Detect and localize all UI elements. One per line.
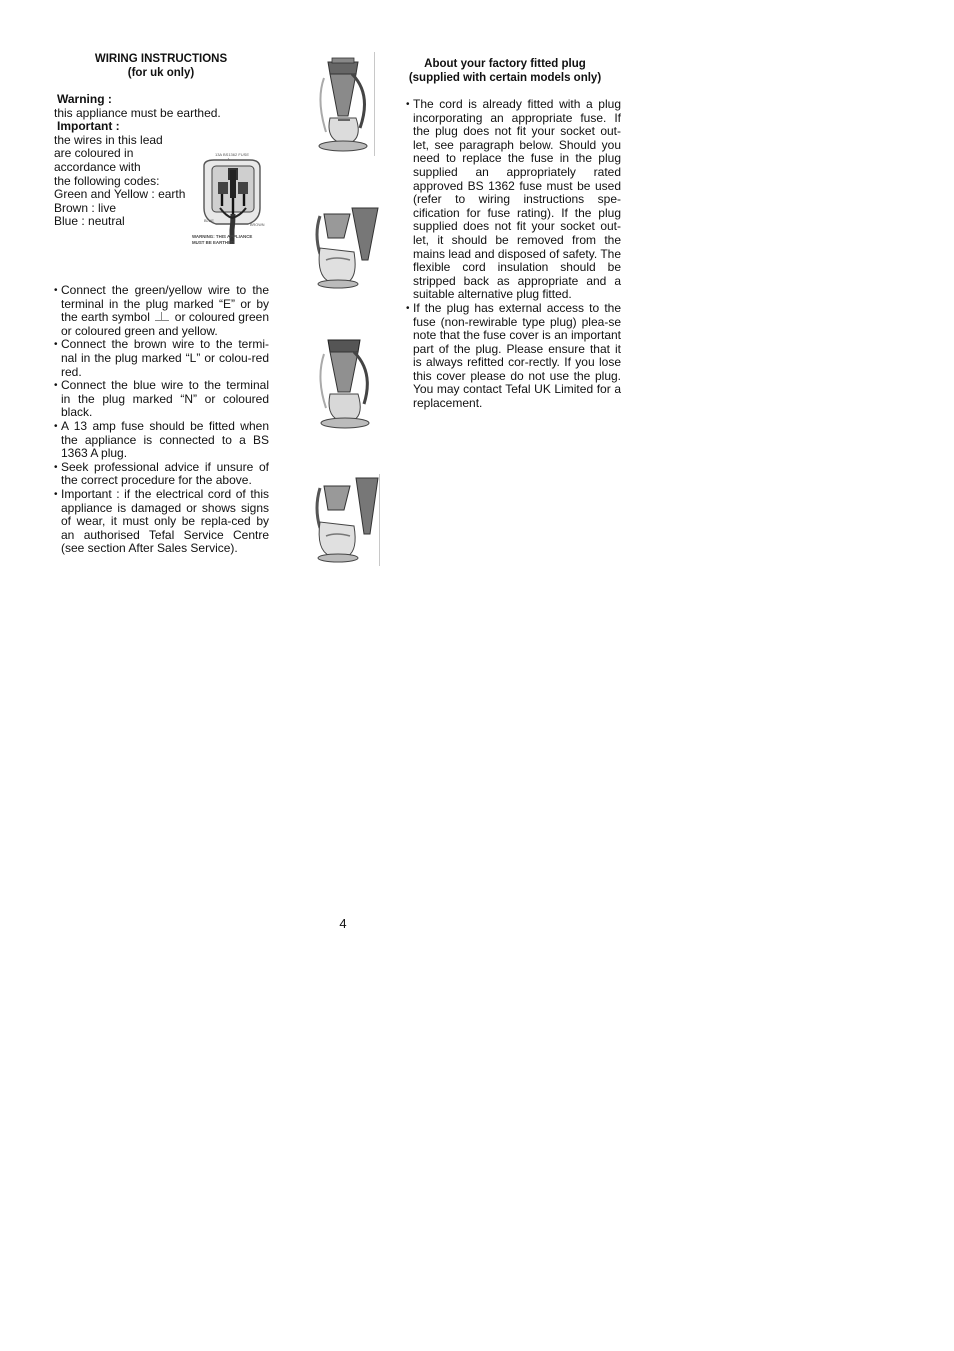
bullet-item: • The cord is already fitted with a plug incorporating an appropriate fuse. If the plug does not fit your socket out-let, see paragraph below. Should you need to replace the fuse in the plug supplied an appropriately rated approved BS 1362 fuse must be used (refer to wiring instructions spe-cification for fuse rating). If the plug supplied does not fit your socket out-let, it should be removed from the mains lead and disposed of safety. The flexible cord insulation should be stripped back as appropriate and a suitable alternative plug fitted. (406, 98, 621, 302)
bullet-item: • Seek professional advice if unsure of the correct procedure for the above. (54, 461, 269, 488)
diagram-right-label: BROWN (250, 223, 265, 227)
warning-block (54, 92, 221, 229)
wire-line: accordance with (54, 159, 141, 174)
bullet-text: Connect the green/yellow wire to the terminal in the plug marked “E” or by the earth symbol (61, 283, 269, 325)
wire-line-earth: Green and Yellow : earth (54, 187, 186, 202)
wire-line-live: Brown : live (54, 200, 117, 215)
wiring-title: WIRING INSTRUCTIONS (94, 53, 228, 65)
plug-subtitle: (supplied with certain models only) (408, 72, 602, 84)
important-label: Important : (57, 119, 120, 134)
wire-line: are coloured in (54, 146, 134, 161)
warning-text: this appliance must be earthed. (54, 105, 221, 120)
wiring-bullet-list (54, 284, 269, 556)
column-rule (374, 52, 375, 156)
page-number: 4 (339, 916, 347, 931)
coffee-maker-filter-icon (312, 474, 380, 566)
bullet-item: • If the plug has external access to the fuse (non-rewirable type plug) plea-se note that the fuse cover is an important part of the plug. Please ensure that it is always refitted cor-rectly. If you lose this cover please do not use the plug. You may contact Tefal UK Limited for a replacement. (406, 302, 621, 411)
bullet-text: or coloured green or coloured green and yellow. (61, 310, 270, 338)
bullet-item: • Connect the brown wire to the termi-nal in the plug marked “L” or colou-red red. (54, 338, 269, 379)
diagram-caption-1: WARNING: THIS APPLIANCE (192, 234, 253, 239)
bullet-item: • Important : if the electrical cord of this appliance is damaged or shows signs of wear, it must only be repla-ced by an authorised Tefal Service Centre (see section After Sales Service). (54, 488, 269, 556)
wire-line: the following codes: (54, 173, 160, 188)
wire-line: the wires in this lead (54, 132, 163, 147)
diagram-left-label: BLUE (204, 219, 214, 223)
wiring-subtitle: (for uk only) (127, 67, 195, 79)
wire-line-neutral: Blue : neutral (54, 214, 125, 229)
warning-label: Warning : (57, 92, 112, 106)
coffee-maker-front-icon (312, 54, 374, 154)
plug-heading (404, 57, 606, 85)
bullet-item: • A 13 amp fuse should be fitted when the appliance is connected to a BS 1363 A plug. (54, 420, 269, 461)
diagram-caption-2: MUST BE EARTHED (192, 240, 235, 245)
coffee-maker-open-icon (312, 204, 382, 290)
diagram-top-label: 13A BS1362 FUSE (214, 152, 250, 157)
bullet-item (54, 284, 269, 338)
plug-title: About your factory fitted plug (424, 58, 586, 70)
coffee-maker-side-icon (314, 334, 376, 430)
plug-bullet-list (406, 98, 621, 411)
earth-symbol-icon (153, 312, 171, 322)
bullet-item: • Connect the blue wire to the terminal in the plug marked “N” or coloured black. (54, 379, 269, 420)
plug-wiring-diagram (190, 148, 274, 250)
wiring-heading (54, 52, 268, 80)
